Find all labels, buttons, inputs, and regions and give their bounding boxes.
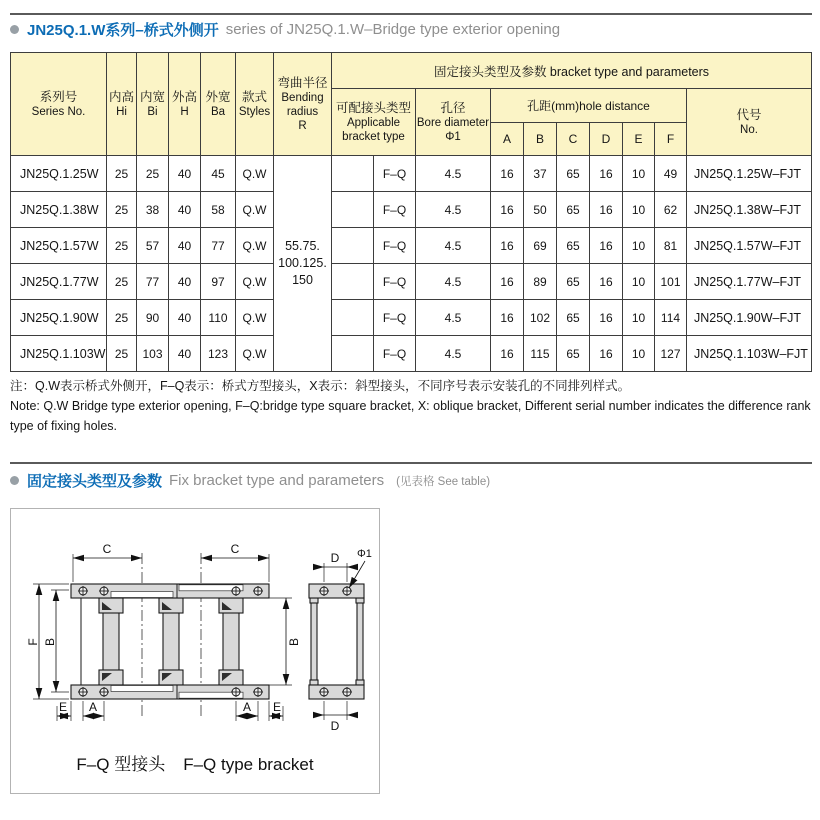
cell-f: 49	[655, 156, 687, 192]
cell-c: 65	[557, 264, 590, 300]
section1-title	[10, 19, 560, 40]
cell-hi: 25	[107, 336, 137, 372]
spec-table-wrapper	[10, 52, 812, 372]
cell-h: 40	[169, 300, 201, 336]
cell-bracket-blank	[332, 264, 374, 300]
cell-a: 16	[491, 156, 524, 192]
cell-bi: 77	[137, 264, 169, 300]
cell-a: 16	[491, 336, 524, 372]
cell-code: JN25Q.1.57W–FJT	[687, 228, 812, 264]
cell-series: JN25Q.1.25W	[11, 156, 107, 192]
cell-series: JN25Q.1.103W	[11, 336, 107, 372]
dimension-label-e: E	[58, 700, 68, 714]
dimension-label-b: B	[43, 637, 57, 647]
cell-code: JN25Q.1.103W–FJT	[687, 336, 812, 372]
dimension-label-a: A	[242, 700, 252, 714]
cell-bi: 57	[137, 228, 169, 264]
dimension-label-d: D	[330, 551, 340, 565]
cell-c: 65	[557, 336, 590, 372]
cell-series: JN25Q.1.90W	[11, 300, 107, 336]
cell-ba: 97	[201, 264, 236, 300]
table-row	[11, 228, 812, 264]
section2-title-en: Fix bracket type and parameters	[169, 472, 385, 489]
table-row	[11, 192, 812, 228]
cell-style: Q.W	[236, 228, 274, 264]
col-header-f: F	[655, 123, 687, 156]
cell-e: 10	[623, 228, 655, 264]
cell-b: 37	[524, 156, 557, 192]
cell-d: 16	[590, 264, 623, 300]
top-rule	[10, 13, 812, 15]
cell-bracket-blank	[332, 228, 374, 264]
table-row	[11, 156, 812, 192]
cell-bracket: F–Q	[374, 264, 416, 300]
bracket-technical-drawing	[11, 509, 379, 744]
table-row	[11, 336, 812, 372]
cell-bi: 38	[137, 192, 169, 228]
col-header-c: C	[557, 123, 590, 156]
cell-code: JN25Q.1.25W–FJT	[687, 156, 812, 192]
table-row	[11, 264, 812, 300]
cell-style: Q.W	[236, 300, 274, 336]
side-view	[309, 584, 364, 699]
cell-c: 65	[557, 156, 590, 192]
see-table-note: (见表格 See table)	[396, 475, 491, 488]
cell-bracket-blank	[332, 300, 374, 336]
dimension-label-a: A	[88, 700, 98, 714]
cell-bracket-blank	[332, 192, 374, 228]
cell-style: Q.W	[236, 192, 274, 228]
dimension-label-d: D	[330, 719, 340, 733]
cell-h: 40	[169, 264, 201, 300]
cell-b: 50	[524, 192, 557, 228]
cell-bend-radius: 55.75. 100.125. 150	[274, 156, 332, 372]
section2-title-zh: 固定接头类型及参数	[27, 473, 163, 490]
cell-c: 65	[557, 192, 590, 228]
page-title-en: series of JN25Q.1.W–Bridge type exterior opening	[225, 21, 561, 38]
col-header-hi: 内高 Hi	[107, 53, 137, 156]
group-header-bracket: 固定接头类型及参数 bracket type and parameters	[332, 53, 812, 89]
cell-bracket: F–Q	[374, 336, 416, 372]
dimension-label-b: B	[287, 637, 301, 647]
page-title-zh: JN25Q.1.W系列–桥式外侧开	[27, 22, 219, 39]
cell-b: 102	[524, 300, 557, 336]
cell-hi: 25	[107, 192, 137, 228]
cell-d: 16	[590, 156, 623, 192]
cell-code: JN25Q.1.38W–FJT	[687, 192, 812, 228]
cell-e: 10	[623, 336, 655, 372]
cell-bi: 25	[137, 156, 169, 192]
cell-bore: 4.5	[416, 336, 491, 372]
cell-ba: 58	[201, 192, 236, 228]
col-header-hole-distance: 孔距(mm)hole distance	[491, 89, 687, 123]
cell-series: JN25Q.1.38W	[11, 192, 107, 228]
spec-table	[10, 52, 812, 372]
cell-h: 40	[169, 228, 201, 264]
cell-h: 40	[169, 156, 201, 192]
col-header-ba: 外宽 Ba	[201, 53, 236, 156]
cell-d: 16	[590, 192, 623, 228]
col-header-bore: 孔径 Bore diameter Φ1	[416, 89, 491, 156]
bullet-icon	[10, 476, 19, 485]
cell-series: JN25Q.1.57W	[11, 228, 107, 264]
cell-d: 16	[590, 336, 623, 372]
section-divider	[10, 462, 812, 464]
chain-link	[219, 598, 243, 685]
cell-bi: 103	[137, 336, 169, 372]
cell-bracket: F–Q	[374, 192, 416, 228]
drawing-caption-en: F–Q type bracket	[183, 755, 314, 774]
cell-h: 40	[169, 336, 201, 372]
cell-ba: 110	[201, 300, 236, 336]
col-header-series: 系列号 Series No.	[11, 53, 107, 156]
cell-f: 114	[655, 300, 687, 336]
cell-e: 10	[623, 192, 655, 228]
note-en: Note: Q.W Bridge type exterior opening, F–Q:bridge type square bracket, X: oblique bracket, Different serial number indicates the difference rank type of fixing holes.	[10, 399, 811, 433]
cell-bracket: F–Q	[374, 300, 416, 336]
cell-d: 16	[590, 228, 623, 264]
cell-e: 10	[623, 156, 655, 192]
cell-b: 89	[524, 264, 557, 300]
col-header-b: B	[524, 123, 557, 156]
drawing-caption	[11, 750, 379, 775]
cell-bore: 4.5	[416, 192, 491, 228]
cell-c: 65	[557, 228, 590, 264]
bullet-icon	[10, 25, 19, 34]
cell-f: 81	[655, 228, 687, 264]
col-header-applicable: 可配接头类型 Applicable bracket type	[332, 89, 416, 156]
cell-series: JN25Q.1.77W	[11, 264, 107, 300]
cell-ba: 123	[201, 336, 236, 372]
dimension-label-c: C	[230, 542, 240, 556]
cell-bracket-blank	[332, 336, 374, 372]
cell-bore: 4.5	[416, 156, 491, 192]
col-header-d: D	[590, 123, 623, 156]
chain-link	[99, 598, 123, 685]
section2-title	[10, 470, 490, 491]
cell-style: Q.W	[236, 264, 274, 300]
col-header-bi: 内宽 Bi	[137, 53, 169, 156]
cell-d: 16	[590, 300, 623, 336]
cell-bore: 4.5	[416, 228, 491, 264]
dimension-label-phi1: Φ1	[357, 548, 372, 560]
cell-bore: 4.5	[416, 300, 491, 336]
cell-f: 101	[655, 264, 687, 300]
cell-code: JN25Q.1.90W–FJT	[687, 300, 812, 336]
cell-ba: 77	[201, 228, 236, 264]
cell-b: 69	[524, 228, 557, 264]
dimension-label-f: F	[26, 638, 40, 646]
col-header-bend-radius: 弯曲半径 Bending radius R	[274, 53, 332, 156]
cell-style: Q.W	[236, 336, 274, 372]
cell-bi: 90	[137, 300, 169, 336]
col-header-a: A	[491, 123, 524, 156]
cell-e: 10	[623, 264, 655, 300]
cell-h: 40	[169, 192, 201, 228]
cell-ba: 45	[201, 156, 236, 192]
cell-hi: 25	[107, 264, 137, 300]
cell-e: 10	[623, 300, 655, 336]
dimension-label-c: C	[102, 542, 112, 556]
table-row	[11, 300, 812, 336]
bracket-drawing-box	[10, 508, 380, 794]
col-header-h: 外高 H	[169, 53, 201, 156]
col-header-e: E	[623, 123, 655, 156]
dimension-label-e: E	[272, 700, 282, 714]
note-zh: 注：Q.W表示桥式外侧开，F–Q表示：桥式方型接头，X表示：斜型接头，不同序号表示安装孔的不同排列样式。	[10, 379, 631, 393]
chain-link	[159, 598, 183, 685]
col-header-code: 代号 No.	[687, 89, 812, 156]
cell-style: Q.W	[236, 156, 274, 192]
cell-c: 65	[557, 300, 590, 336]
cell-bracket: F–Q	[374, 156, 416, 192]
cell-code: JN25Q.1.77W–FJT	[687, 264, 812, 300]
cell-bore: 4.5	[416, 264, 491, 300]
cell-a: 16	[491, 228, 524, 264]
drawing-caption-zh: F–Q 型接头	[76, 755, 166, 774]
cell-hi: 25	[107, 156, 137, 192]
cell-bracket: F–Q	[374, 228, 416, 264]
table-notes	[10, 376, 814, 436]
cell-f: 127	[655, 336, 687, 372]
cell-a: 16	[491, 264, 524, 300]
cell-b: 115	[524, 336, 557, 372]
cell-f: 62	[655, 192, 687, 228]
cell-hi: 25	[107, 300, 137, 336]
cell-bracket-blank	[332, 156, 374, 192]
cell-a: 16	[491, 300, 524, 336]
col-header-styles: 款式 Styles	[236, 53, 274, 156]
cell-a: 16	[491, 192, 524, 228]
cell-hi: 25	[107, 228, 137, 264]
